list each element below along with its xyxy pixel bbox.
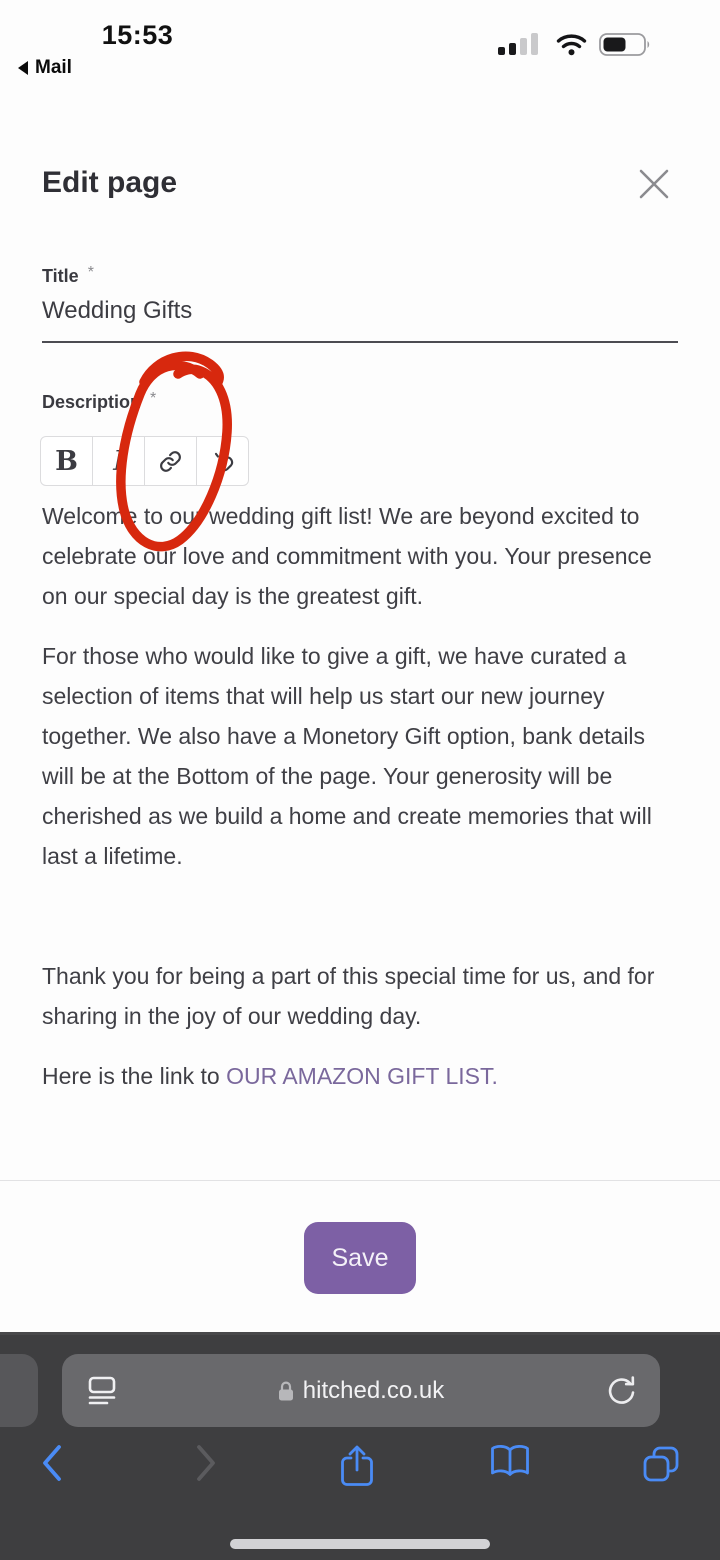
formatting-toolbar — [40, 436, 249, 486]
bold-icon: B — [55, 445, 78, 477]
bold-button[interactable] — [40, 436, 93, 486]
share-button[interactable] — [338, 1443, 376, 1489]
description-label: Description — [42, 392, 142, 412]
description-field-label — [42, 392, 156, 413]
home-indicator[interactable] — [230, 1539, 490, 1549]
tabs-button[interactable] — [640, 1443, 682, 1485]
title-field-label — [42, 266, 94, 287]
title-input-underline — [42, 341, 678, 343]
italic-button[interactable] — [92, 436, 145, 486]
status-icons — [498, 33, 652, 56]
browser-back-button[interactable] — [40, 1443, 64, 1483]
reload-icon — [606, 1373, 638, 1409]
description-paragraph: For those who would like to give a gift, we have curated a selection of items that will help us start our new journey together. We also have a Monetory Gift option, bank details will be at the Bottom of the page. Your generosity will be cherished as we build a home and create memories that will last a lifetime. — [42, 643, 652, 869]
wifi-icon — [556, 33, 587, 56]
forward-chevron-icon — [194, 1443, 218, 1483]
title-label: Title — [42, 266, 79, 286]
unlink-icon — [209, 448, 236, 475]
back-to-mail-button[interactable] — [18, 57, 72, 79]
reload-button[interactable] — [606, 1373, 638, 1409]
italic-icon: I — [113, 445, 124, 477]
description-paragraph-empty — [42, 896, 682, 936]
cellular-signal-icon — [498, 33, 544, 56]
bookmarks-button[interactable] — [488, 1443, 532, 1481]
insert-link-button[interactable] — [144, 436, 197, 486]
link-icon — [157, 448, 184, 475]
title-input[interactable]: Wedding Gifts — [42, 297, 193, 324]
required-asterisk: * — [150, 390, 157, 407]
address-bar[interactable] — [62, 1354, 660, 1427]
page-title: Edit page — [42, 166, 178, 199]
browser-forward-button[interactable] — [194, 1443, 218, 1483]
description-editor[interactable] — [42, 496, 682, 1116]
url-text: hitched.co.uk — [302, 1376, 445, 1404]
footer-divider — [0, 1180, 720, 1181]
description-paragraph: Thank you for being a part of this special time for us, and for sharing in the joy of our wedding day. — [42, 963, 655, 1029]
tabs-icon — [640, 1443, 682, 1485]
status-bar-time: 15:53 — [101, 20, 174, 50]
close-icon — [634, 164, 674, 204]
close-button[interactable] — [634, 164, 674, 204]
amazon-gift-list-link[interactable]: OUR AMAZON GIFT LIST. — [226, 1063, 498, 1089]
save-button[interactable]: Save — [304, 1222, 416, 1294]
adjacent-tab-peek[interactable] — [0, 1354, 38, 1427]
battery-icon — [599, 33, 652, 56]
page-settings-button[interactable] — [86, 1374, 118, 1407]
required-asterisk: * — [87, 264, 94, 281]
reader-icon — [86, 1374, 118, 1407]
url-display — [278, 1377, 444, 1405]
share-icon — [338, 1443, 376, 1489]
description-paragraph: Welcome to our wedding gift list! We are beyond excited to celebrate our love and commitment with you. Your presence on our special day is the greatest gift. — [42, 503, 652, 609]
lock-icon — [278, 1381, 294, 1401]
remove-link-button[interactable] — [196, 436, 249, 486]
link-paragraph-prefix: Here is the link to — [42, 1063, 227, 1089]
description-link-paragraph — [42, 1056, 682, 1096]
book-icon — [488, 1443, 532, 1481]
back-app-label: Mail — [35, 57, 72, 78]
back-chevron-icon — [40, 1443, 64, 1483]
back-triangle-icon — [18, 61, 28, 75]
